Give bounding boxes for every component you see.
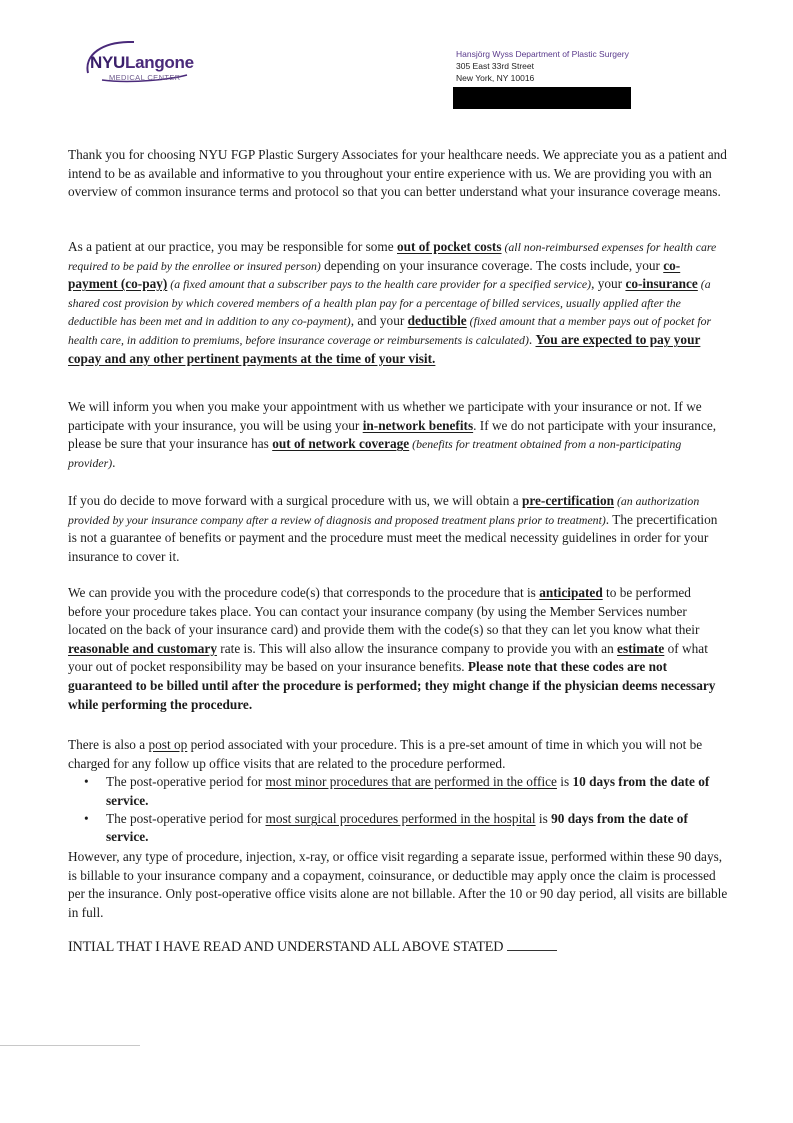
address-line-1: 305 East 33rd Street <box>456 61 534 71</box>
scan-artifact-line <box>0 1045 140 1046</box>
post-op-paragraph: There is also a post op period associated with your procedure. This is a pre-set amount of time in which you will not be charged for any follow up office visits that are related to the procedure performed. <box>68 737 703 771</box>
address-line-2: New York, NY 10016 <box>456 73 535 83</box>
term-reasonable-customary: reasonable and customary <box>68 640 217 656</box>
list-item: • The post-operative period for most surgical procedures performed in the hospital is 90 days from the date of service. <box>102 810 728 847</box>
payment-expectation: You are expected to pay your copay and any other pertinent payments at the time of your visit. <box>68 331 701 366</box>
logo-wordmark: NYULangone <box>90 53 194 72</box>
intro-paragraph: Thank you for choosing NYU FGP Plastic Surgery Associates for your healthcare needs. We appreciate you as a patient and intend to be as available and informative to you throughout your entire experience with us. We are providing you with an overview of common insurance terms and protocol so that you can better understand what your insurance coverage means. <box>68 147 727 200</box>
term-anticipated: anticipated <box>539 585 603 600</box>
initial-field[interactable] <box>507 949 557 951</box>
term-pre-certification: pre-certification <box>521 493 615 508</box>
logo-subtitle: MEDICAL CENTER <box>109 73 181 82</box>
term-post-op: post op <box>148 737 188 752</box>
term-in-network: in-network benefits <box>362 417 474 433</box>
post-op-list <box>68 773 728 847</box>
precertification-paragraph: If you do decide to move forward with a surgical procedure with us, we will obtain a pre-certification (an authorization provided by your insurance company after a review of diagnosis and proposed treatment plans prior to treatment). The precertification is not a guarantee of benefits or payment and the procedure must meet the medical necessity guidelines in order for your insurance to cover it. <box>68 493 718 564</box>
term-estimate: estimate <box>617 640 665 656</box>
department-name: Hansjörg Wyss Department of Plastic Surgery <box>456 49 629 59</box>
network-paragraph: We will inform you when you make your appointment with us whether we participate with your insurance or not. If we participate with your insurance, you will be using your in-network benefits. If we do not participate with your insurance, please be sure that your insurance has out of network coverage (benefits for treatment obtained from a non-participating provider). <box>68 399 717 470</box>
term-deductible: deductible <box>407 313 467 329</box>
term-out-of-pocket: out of pocket costs <box>397 239 502 254</box>
redaction-bar <box>453 87 631 109</box>
term-co-insurance: co-insurance <box>625 276 698 292</box>
procedure-code-paragraph: We can provide you with the procedure code(s) that corresponds to the procedure that is anticipated to be performed before your procedure takes place. You can contact your insurance company (by using the Member Services number located on the back of your insurance card) and provide them with the code(s) so that they can let you know what their reasonable and customary rate is. This will also allow the insurance company to provide you with an estimate of what your out of pocket responsibility may be based on your insurance benefits. Please note that these codes are not guaranteed to be billed until after the procedure is performed; they might change if the physician deems necessary while performing the procedure. <box>68 585 716 712</box>
out-of-pocket-paragraph: As a patient at our practice, you may be responsible for some out of pocket costs (all non-reimbursed expenses for health care required to be paid by the enrollee or insured person) depending on your insurance coverage. The costs include, your co-payment (co-pay) (a fixed amount that a subscriber pays to the health care provider for a specified service), your co-insurance (a shared cost provision by which covered members of a health plan pay for a percentage of billed services, usually applied after the deductible has been met and in addition to any co-payment), and your deductible (fixed amount that a member pays out of pocket for health care, in addition to premiums, before insurance coverage or reimbursements is calculated). You are expected to pay your copay and any other pertinent payments at the time of your visit. <box>68 239 717 366</box>
term-co-payment: co-payment (co-pay) <box>68 257 681 292</box>
attestation-line: INTIAL THAT I HAVE READ AND UNDERSTAND ALL ABOVE STATED <box>68 938 557 957</box>
term-out-of-network: out of network coverage <box>272 436 410 452</box>
list-item: • The post-operative period for most minor procedures that are performed in the office is 10 days from the date of service. <box>102 773 728 810</box>
billing-paragraph: However, any type of procedure, injection, x-ray, or office visit regarding a separate issue, performed within these 90 days, is billable to your insurance company and a copayment, coinsurance, or deductible may apply once the claim is processed per the insurance. Only post-operative office visits alone are not billable. After the 10 or 90 day period, all visits are billable in full. <box>68 849 728 920</box>
codes-notice: Please note that these codes are not guaranteed to be billed until after the procedure is performed; they might change if the physician deems necessary while performing the procedure. <box>68 659 716 712</box>
nyu-langone-logo <box>82 37 202 87</box>
post-op-section <box>68 736 728 847</box>
